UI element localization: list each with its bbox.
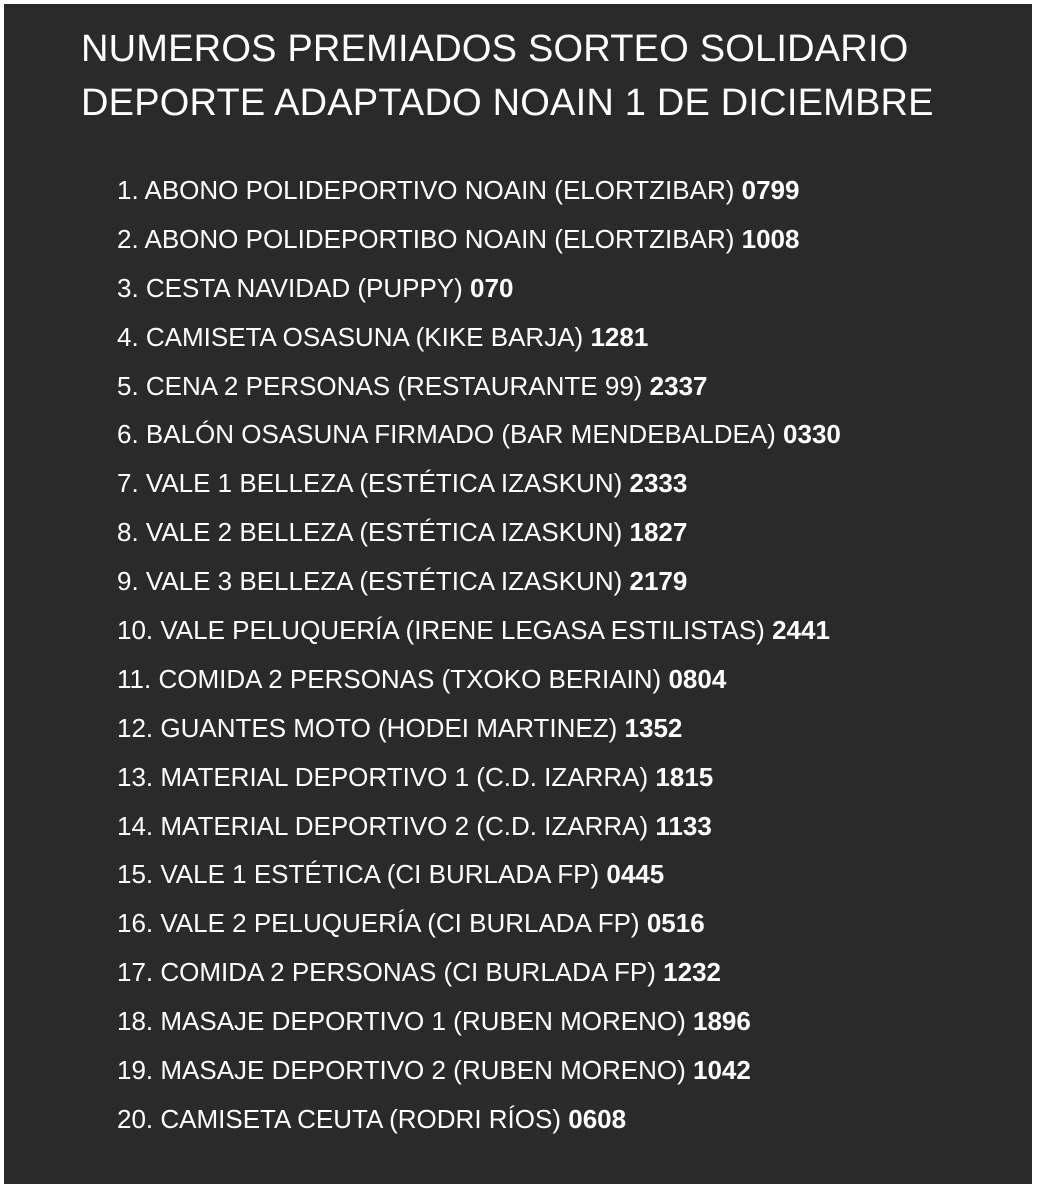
list-item [117,215,1017,264]
winning-number: 1815 [655,761,714,792]
prize-list [117,166,1017,1144]
list-item [117,704,1017,753]
list-item [117,997,1017,1046]
winning-number: 0804 [668,663,727,694]
list-item [117,459,1017,508]
list-item [117,948,1017,997]
list-item [117,508,1017,557]
prize-label: 5. CENA 2 PERSONAS (RESTAURANTE 99) [117,370,643,401]
prize-label: 2. ABONO POLIDEPORTIBO NOAIN (ELORTZIBAR) [117,223,735,254]
winning-number: 1281 [590,321,649,352]
list-item [117,655,1017,704]
winning-number: 1042 [692,1055,751,1086]
winning-number: 1008 [741,223,800,254]
prize-label: 18. MASAJE DEPORTIVO 1 (RUBEN MORENO) [117,1006,686,1037]
prize-label: 12. GUANTES MOTO (HODEI MARTINEZ) [117,712,618,743]
page-title [81,22,1021,130]
prize-label: 15. VALE 1 ESTÉTICA (CI BURLADA FP) [117,859,600,890]
prize-label: 20. CAMISETA CEUTA (RODRI RÍOS) [117,1103,561,1134]
prize-label: 1. ABONO POLIDEPORTIVO NOAIN (ELORTZIBAR) [117,175,735,205]
prize-label: 13. MATERIAL DEPORTIVO 1 (C.D. IZARRA) [117,761,649,792]
list-item [117,1095,1017,1144]
prize-label: 4. CAMISETA OSASUNA (KIKE BARJA) [117,321,584,352]
winning-number: 2441 [772,615,830,646]
prize-label: 19. MASAJE DEPORTIVO 2 (RUBEN MORENO) [117,1055,686,1086]
list-item [117,899,1017,948]
winning-number: 0608 [568,1103,627,1134]
list-item [117,802,1017,851]
title-line-2: DEPORTE ADAPTADO NOAIN 1 DE DICIEMBRE [81,82,934,124]
list-item [117,753,1017,802]
winning-number: 0330 [783,419,841,450]
winning-number: 2179 [629,566,688,597]
winning-number: 1827 [629,517,688,548]
prize-label: 11. COMIDA 2 PERSONAS (TXOKO BERIAIN) [117,663,662,694]
list-item [117,313,1017,362]
winning-number: 0516 [646,908,705,939]
winning-number: 1896 [692,1006,751,1037]
winning-number: 0445 [606,859,665,890]
winning-number: 1352 [624,712,683,743]
winning-number: 070 [470,272,514,303]
winning-number: 1133 [655,810,712,841]
list-item [117,410,1017,459]
list-item [117,606,1017,655]
list-item [117,557,1017,606]
prize-label: 6. BALÓN OSASUNA FIRMADO (BAR MENDEBALDEA) [117,419,776,450]
prize-label: 10. VALE PELUQUERÍA (IRENE LEGASA ESTILISTAS) [117,615,765,646]
list-item [117,264,1017,313]
prize-label: 16. VALE 2 PELUQUERÍA (CI BURLADA FP) [117,908,640,939]
list-item [117,1046,1017,1095]
winning-number: 0799 [741,175,800,205]
list-item [117,362,1017,411]
winning-number: 1232 [663,957,721,988]
list-item [117,850,1017,899]
prize-label: 14. MATERIAL DEPORTIVO 2 (C.D. IZARRA) [117,810,649,841]
list-item [117,166,1017,215]
prize-label: 17. COMIDA 2 PERSONAS (CI BURLADA FP) [117,957,656,988]
prize-label: 8. VALE 2 BELLEZA (ESTÉTICA IZASKUN) [117,517,623,548]
prize-label: 3. CESTA NAVIDAD (PUPPY) [117,272,463,303]
title-line-1: NUMEROS PREMIADOS SORTEO SOLIDARIO [81,28,909,70]
winning-number: 2337 [649,370,708,401]
prize-label: 7. VALE 1 BELLEZA (ESTÉTICA IZASKUN) [117,468,623,499]
prize-label: 9. VALE 3 BELLEZA (ESTÉTICA IZASKUN) [117,566,623,597]
prize-announcement-panel [4,4,1032,1184]
winning-number: 2333 [629,468,688,499]
